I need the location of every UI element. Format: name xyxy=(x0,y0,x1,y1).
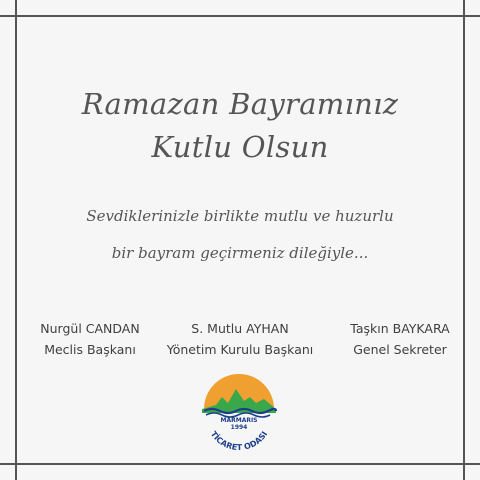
signatory-role: Meclis Başkanı xyxy=(44,342,136,357)
signature-block-3 xyxy=(320,318,480,360)
title-line-1: Ramazan Bayramınız xyxy=(81,87,399,121)
frame-line-left xyxy=(15,0,17,480)
signatory-name: Nurgül CANDAN xyxy=(40,321,140,336)
frame-line-right xyxy=(463,0,465,480)
signatory-role: Genel Sekreter xyxy=(353,342,447,357)
chamber-of-commerce-logo xyxy=(198,373,280,455)
signatory-name: Taşkın BAYKARA xyxy=(350,321,450,336)
title-line-2: Kutlu Olsun xyxy=(151,130,329,164)
logo-city-text xyxy=(198,417,280,431)
message-line-1: Sevdiklerinizle birlikte mutlu ve huzurlu xyxy=(86,207,394,225)
signatory-name: S. Mutlu AYHAN xyxy=(191,321,289,336)
logo-year: 1994 xyxy=(230,424,248,431)
frame-line-bottom xyxy=(0,463,480,465)
message-line-2: bir bayram geçirmeniz dileğiyle... xyxy=(111,244,369,262)
signatory-role: Yönetim Kurulu Başkanı xyxy=(166,342,314,357)
signature-block-2 xyxy=(150,318,330,360)
frame-line-top xyxy=(0,15,480,17)
logo-arc-text: TİCARET ODASI xyxy=(208,429,270,453)
signature-block-1 xyxy=(20,318,160,360)
logo-city: MARMARIS xyxy=(220,417,258,424)
